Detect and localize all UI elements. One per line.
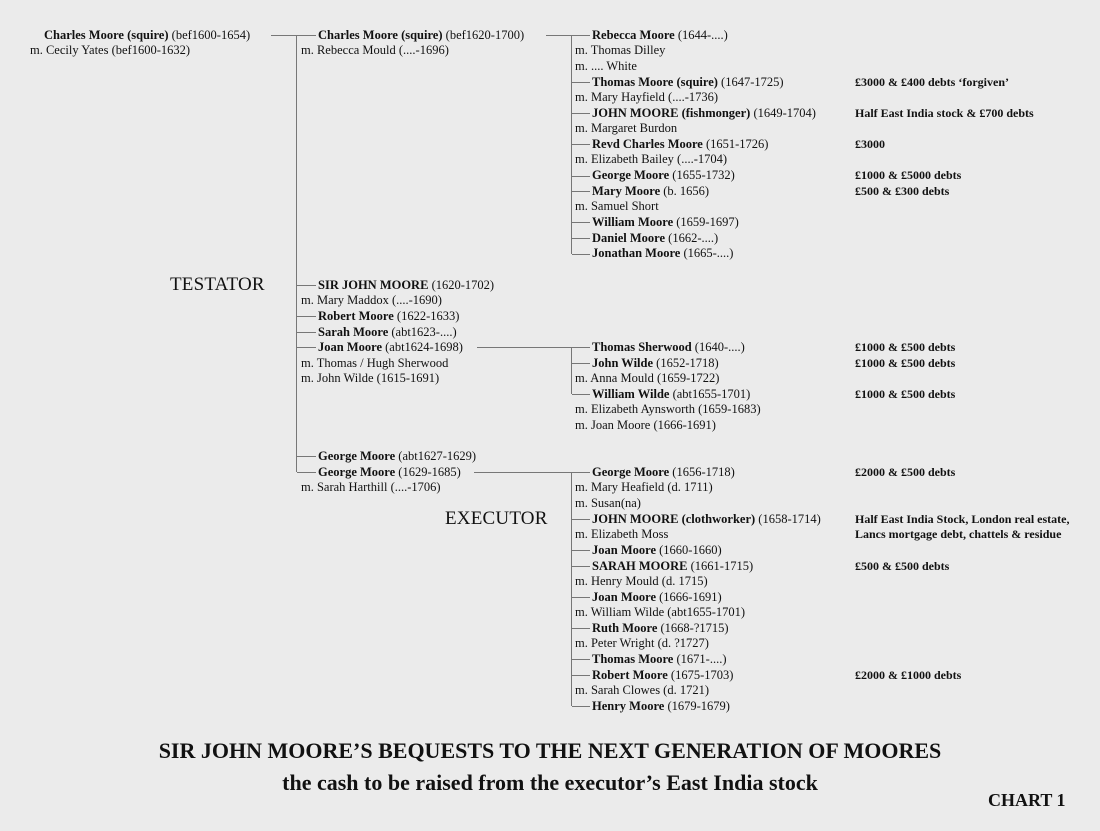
bequest-amount: £2000 & £500 debts (855, 465, 956, 479)
spouse-gen2: m. Thomas / Hugh Sherwood (301, 356, 449, 370)
spouse-gen3: m. Anna Mould (1659-1722) (575, 371, 720, 385)
spouse-gen3: m. Samuel Short (575, 199, 659, 213)
bequest-amount: £500 & £300 debts (855, 184, 950, 198)
spouse-gen2: m. Mary Maddox (....-1690) (301, 293, 442, 307)
spouse-gen3: m. Henry Mould (d. 1715) (575, 574, 708, 588)
person-gen3: William Wilde (abt1655-1701) (592, 387, 751, 401)
bequest-amount: Lancs mortgage debt, chattels & residue (855, 527, 1062, 541)
bequest-amount: £1000 & £500 debts (855, 340, 956, 354)
chart-number: CHART 1 (988, 790, 1066, 810)
person-gen3: Jonathan Moore (1665-....) (592, 246, 734, 260)
person-gen3: John Wilde (1652-1718) (592, 356, 719, 370)
spouse-gen3: m. Margaret Burdon (575, 121, 678, 135)
bequest-amount: £500 & £500 debts (855, 559, 950, 573)
spouse-gen2: m. Rebecca Mould (....-1696) (301, 43, 449, 57)
person-gen3: Thomas Sherwood (1640-....) (592, 340, 745, 354)
spouse-gen3: m. Elizabeth Bailey (....-1704) (575, 152, 728, 166)
person-gen3: JOHN MOORE (clothworker) (1658-1714) (592, 512, 821, 526)
bequest-amount: £1000 & £5000 debts (855, 168, 962, 182)
spouse-gen3: m. Thomas Dilley (575, 43, 666, 57)
spouse-gen3: m. Mary Heafield (d. 1711) (575, 480, 713, 494)
person-gen3: Thomas Moore (1671-....) (592, 652, 727, 666)
person-gen2: Sarah Moore (abt1623-....) (318, 325, 457, 339)
person-gen1: Charles Moore (squire) (bef1600-1654) (44, 28, 251, 42)
person-gen3: Mary Moore (b. 1656) (592, 184, 710, 198)
spouse-gen3: m. Elizabeth Moss (575, 527, 669, 541)
spouse-gen3: m. William Wilde (abt1655-1701) (575, 605, 746, 619)
person-gen3: Robert Moore (1675-1703) (592, 668, 734, 682)
person-gen3: William Moore (1659-1697) (592, 215, 739, 229)
bequest-amount: £2000 & £1000 debts (855, 668, 962, 682)
spouse-gen3: m. Sarah Clowes (d. 1721) (575, 683, 710, 697)
person-gen3: George Moore (1656-1718) (592, 465, 735, 479)
person-gen2: Robert Moore (1622-1633) (318, 309, 460, 323)
bequest-amount: Half East India Stock, London real estate, (855, 512, 1070, 526)
spouse-gen3: m. Susan(na) (575, 496, 641, 510)
executor-label: EXECUTOR (445, 508, 548, 529)
person-gen3: Revd Charles Moore (1651-1726) (592, 137, 769, 151)
spouse-gen3: m. .... White (575, 59, 637, 73)
person-gen3: Rebecca Moore (1644-....) (592, 28, 728, 42)
bequest-amount: £3000 & £400 debts ‘forgiven’ (855, 75, 1009, 89)
chart-title: SIR JOHN MOORE’S BEQUESTS TO THE NEXT GENERATION OF MOORES (158, 738, 942, 763)
person-testator: SIR JOHN MOORE (1620-1702) (318, 278, 495, 292)
person-gen3: Joan Moore (1660-1660) (592, 543, 722, 557)
person-gen2: George Moore (abt1627-1629) (318, 449, 477, 463)
person-gen3: Thomas Moore (squire) (1647-1725) (592, 75, 784, 89)
person-gen2: Joan Moore (abt1624-1698) (318, 340, 463, 354)
spouse-gen3: m. Joan Moore (1666-1691) (575, 418, 716, 432)
spouse-gen2: m. John Wilde (1615-1691) (301, 371, 440, 385)
bequest-amount: Half East India stock & £700 debts (855, 106, 1034, 120)
person-gen3: SARAH MOORE (1661-1715) (592, 559, 754, 573)
chart-subtitle: the cash to be raised from the executor’s East India stock (282, 770, 818, 795)
person-gen3: Daniel Moore (1662-....) (592, 231, 719, 245)
person-gen3: Joan Moore (1666-1691) (592, 590, 722, 604)
spouse-gen3: m. Peter Wright (d. ?1727) (575, 636, 709, 650)
person-gen2: Charles Moore (squire) (bef1620-1700) (318, 28, 525, 42)
person-gen3: Ruth Moore (1668-?1715) (592, 621, 729, 635)
person-gen3: George Moore (1655-1732) (592, 168, 735, 182)
spouse-gen1: m. Cecily Yates (bef1600-1632) (30, 43, 191, 57)
person-gen3: Henry Moore (1679-1679) (592, 699, 730, 713)
bequest-amount: £1000 & £500 debts (855, 356, 956, 370)
bequest-amount: £3000 (855, 137, 885, 151)
person-gen3: JOHN MOORE (fishmonger) (1649-1704) (592, 106, 816, 120)
testator-label: TESTATOR (170, 274, 265, 295)
spouse-gen3: m. Mary Hayfield (....-1736) (575, 90, 719, 104)
spouse-gen3: m. Elizabeth Aynsworth (1659-1683) (575, 402, 761, 416)
person-executor: George Moore (1629-1685) (318, 465, 461, 479)
spouse-gen2: m. Sarah Harthill (....-1706) (301, 480, 441, 494)
bequest-amount: £1000 & £500 debts (855, 387, 956, 401)
